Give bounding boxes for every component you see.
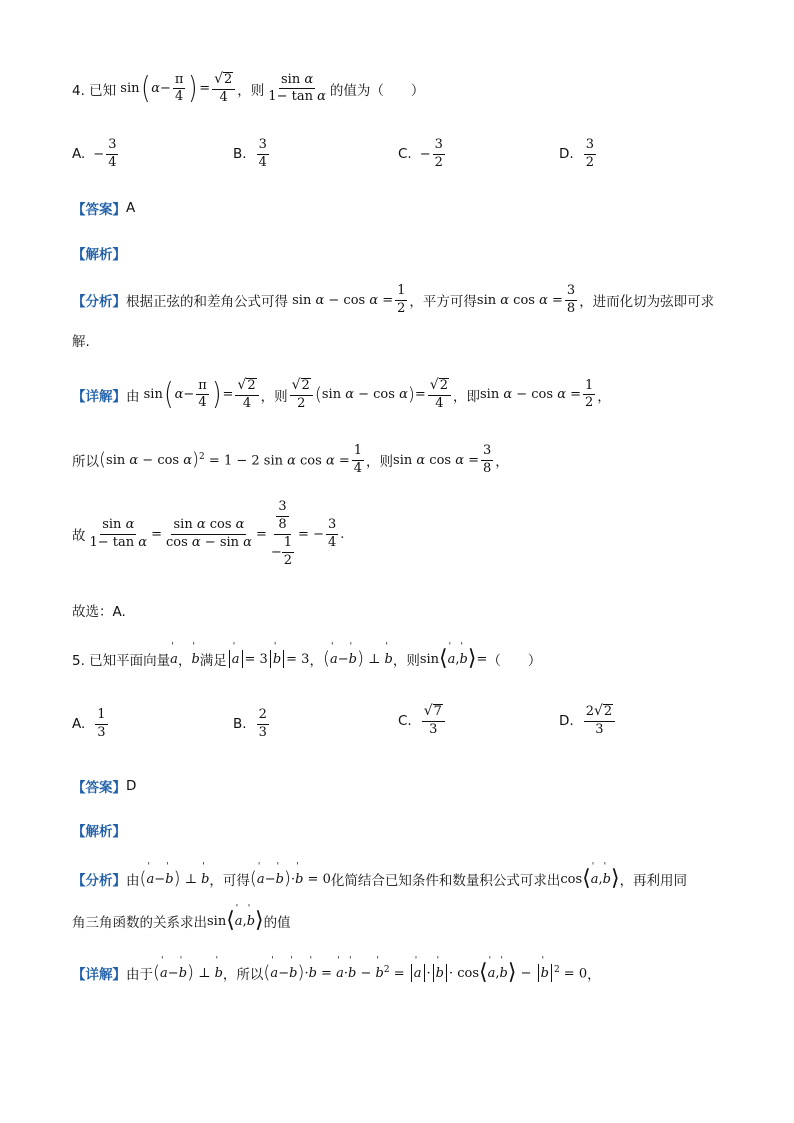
q4-option-c[interactable]: C. − $\frac{3}{2}$ (398, 137, 443, 170)
q4-conclusion: 故选：A. (72, 604, 126, 620)
q4-analysis-heading: 【解析】 (72, 247, 126, 263)
q5-option-c[interactable]: C. √ 7 3 (398, 704, 447, 738)
answer-tag: 【答案】 (72, 780, 126, 796)
q5-stem: 5. 已知平面向量 ' a ， ' b 满足 ' a = 3 ' b = 3 ， ( ' a − ' b ) ⊥ ' b ，则 sin ⟨ ' a , ' b ⟩ = （ ） (72, 648, 541, 670)
q4-xiangjie-line3: 故 $\frac{\text{sin α}}{\text{1− tan α}}$ = $\frac{\text{sin α cos α}}{\text{cos α − sin α}}$ = $\frac{3}{8}$ − $\frac{1}{2}$ = − $\frac{3}{4}$ . (72, 499, 345, 568)
q4-option-b[interactable]: B. $\frac{3}{4}$ (233, 137, 267, 170)
q4-answer (72, 198, 135, 218)
q4-stem-suffix: 的值为（ ） (329, 82, 425, 99)
answer-value: A (126, 200, 136, 216)
q5-fenxi-line1: 【分析】 由 ( ' a − ' b ) ⊥ ' b ，可得 ( ' a − ' b ) · ' b = 0 化简结合已知条件和数量积公式可求出 cos ⟨ ' a , ' b ⟩ ，再利用同 (72, 868, 687, 890)
q5-option-b[interactable]: B. $\frac{2}{3}$ (233, 707, 267, 740)
q4-option-a[interactable]: A. − $\frac{3}{4}$ (72, 137, 117, 170)
q4-fenxi-line2: 解. (72, 334, 90, 350)
q4-stem-prefix: 4. 已知 (72, 82, 117, 99)
q5-fenxi-line2: 角三角函数的关系求出 sin ⟨ ' a , ' b ⟩ 的值 (72, 910, 291, 932)
q5-xiangjie-line1: 【详解】 由于 ( ' a − ' b ) ⊥ ' b ，所以 ( ' a − ' b ) · ' b = ' a · ' b − ' b $^2$ = ' a · ' b · cos ⟨ ' a , ' b ⟩ − ' b $^2$ = 0 ， (72, 962, 601, 984)
q4-stem: 4. 已知 sin ( α− $\frac{\pi}{4}$ ) = √ 2 4 ，则 $\frac{\text{sin α}}{\text{1− tan α}}$ 的值为（ ） (72, 70, 425, 106)
q4-stem-mid: ，则 (237, 82, 265, 99)
q5-option-a[interactable]: A. $\frac{1}{3}$ (72, 707, 106, 740)
answer-value: D (126, 778, 137, 794)
q5-analysis-heading: 【解析】 (72, 824, 126, 840)
q4-xiangjie-line1: 【详解】 由 sin ( α− $\frac{\pi}{4}$ ) = √ 2 4 ，则 √ 2 2 ( sin α − cos α ) = √ 2 4 ，即 sin α − cos α = $\frac{1}{2}$ ， (72, 376, 611, 412)
q5-stem-prefix: 5. 已知平面向量 (72, 653, 171, 669)
q4-fenxi-line1: 【分析】 根据正弦的和差角公式可得 sin α − cos α = $\frac{1}{2}$ ，平方可得 sin α cos α = $\frac{3}{8}$ ，进而化切为弦即可求 (72, 283, 715, 316)
q4-xiangjie-line2: 所以 ( sin α − cos α ) $^2$ = 1 − 2 sin α cos α = $\frac{1}{4}$ ，则 sin α cos α = $\frac{3}{8}$ ， (72, 443, 509, 476)
q5-option-d[interactable]: D. 2 √ 2 3 (559, 704, 617, 738)
q4-option-d[interactable]: D. $\frac{3}{2}$ (559, 137, 594, 170)
q4-stem-formula: sin (116, 81, 140, 97)
q5-answer (72, 776, 136, 796)
answer-tag: 【答案】 (72, 202, 126, 218)
